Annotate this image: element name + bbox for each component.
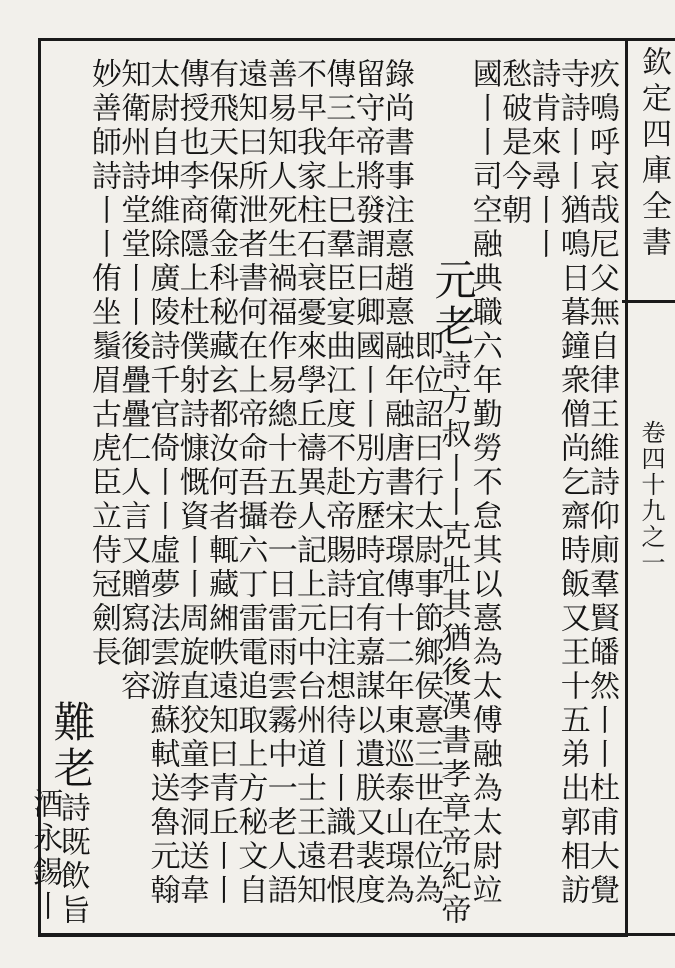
column-text: 傳授也李商隱上杜僕射詩慷慨資丨丨周旋直狡童李洞送韋 — [173, 58, 209, 908]
volume-label: 卷四十九之一 — [637, 420, 665, 576]
column-text: 酒永錫丨 — [27, 788, 63, 924]
column-text: 傳三年上巳羣臣宴曲江度不赴帝賜詩曰注想待丨丨識君恨 — [320, 58, 356, 908]
text-column — [584, 58, 619, 908]
text-column — [144, 58, 180, 908]
column-text: 詩既飲旨 — [54, 792, 90, 928]
margin-tab-divider — [622, 300, 675, 303]
text-column — [496, 58, 532, 228]
column-text: 詩方叔丨丨克壯其猶後漢書孝章帝紀帝 — [435, 350, 471, 928]
text-column — [85, 58, 121, 670]
column-text: 錄尚書事注憙趙憙融年融唐書宋璟傳十二年東巡泰山璟為 — [378, 58, 414, 908]
column-text: 不早我家柱石衰憂來學丘禱異人記上元中台州道士王遠知 — [291, 58, 326, 908]
text-column — [115, 58, 151, 704]
column-text: 國丨丨司空融典職六年勤勞不怠其以憙為太傅融為太尉竝 — [466, 58, 502, 908]
column-text: 太尉自坤維除廣陵詩千官倚丨丨虛夢法雲游蘇軾送魯元翰 — [144, 58, 180, 908]
text-column — [525, 58, 561, 262]
text-column — [261, 58, 297, 908]
text-column — [320, 58, 356, 908]
text-column — [408, 330, 444, 908]
text-column — [378, 58, 414, 908]
entry-heading: 難老 — [47, 700, 97, 792]
column-text: 疚鳴呼哀哉尼父無自律王維詩仰廁羣賢皤然丨丨杜甫大覺 — [584, 58, 619, 908]
text-column — [203, 58, 239, 908]
text-column — [291, 58, 326, 908]
column-text: 詩肯來尋丨丨 — [525, 58, 561, 262]
column-text: 留守帝將發謂曰卿國丨丨別方歷時宜有嘉謀以遺朕又裴度 — [349, 58, 385, 908]
text-column — [173, 58, 209, 908]
book-title: 欽定四庫全書 — [636, 46, 671, 262]
column-text: 遠知曰所泄者書何在上帝命吾攝六丁雷電追取上方秘文自 — [232, 58, 268, 908]
text-column — [349, 58, 385, 908]
column-text: 知衛州詩堂堂丨丨後疊疊仁人言又贈寫御容 — [115, 58, 151, 704]
text-column — [232, 58, 268, 908]
column-text: 有飛天保衛金科秘藏玄都汝何者輒藏緗帙遠知曰青丘丨丨 — [203, 58, 239, 908]
column-text: 愁破是今朝 — [496, 58, 532, 228]
text-column — [554, 58, 590, 908]
text-column — [27, 788, 63, 924]
column-text: 寺詩丨丨猶鳴日暮鐘衆僧尚乞齋時飯又王十五弟出郭相訪 — [554, 58, 590, 908]
column-text: 善易知人死生禍福作易總十五卷一日雷雨雲霧中一老人語 — [261, 58, 297, 908]
column-text: 即位詔曰行太尉事節鄉侯憙三世在位為 — [408, 330, 444, 908]
entry-heading: 元老 — [428, 258, 478, 350]
column-text: 妙善師詩丨丨侑坐鬚眉古虎臣立侍冠劍長 — [85, 58, 121, 670]
